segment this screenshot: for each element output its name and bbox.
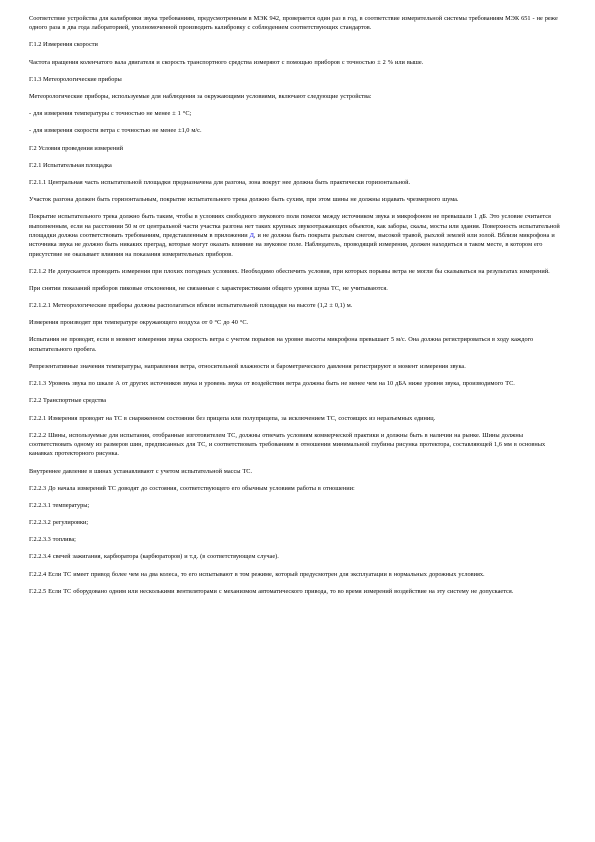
- section-heading: Г.2.1 Испытательная площадка: [29, 161, 112, 169]
- list-item: Г.2.2.3.4 свечей зажигания, карбюратора (карбюраторов) и т.д. (в соответствующем случае).: [29, 553, 279, 561]
- paragraph: Репрезентативные значения температуры, направления ветра, относительной влажности и барометрического давления регистрируют в момент измерения звука.: [29, 362, 466, 370]
- paragraph-text-before: Покрытие испытательного трека должно быть таким, чтобы в условиях свободного звукового поля помехи между источником звука и микрофоном не превышали 1 дБ. Это условие считается выполненным, если на расстоянии 50 м от центральной части участка разгона нет таких крупных звукоотражающих объектов, как заборы, скалы, мосты или здания. Поверхность испытательной площадки должна соответствовать требованиям, представленным в приложении: [29, 213, 560, 239]
- paragraph: Частота вращения коленчатого вала двигателя и скорость транспортного средства измеряют с помощью приборов с точностью ± 2 % или выше.: [29, 58, 424, 66]
- paragraph: Метеорологические приборы, используемые для наблюдения за окружающими условиями, включают следующие устройства:: [29, 93, 372, 101]
- paragraph: Измерения производят при температуре окружающего воздуха от 0 °С до 40 °С.: [29, 319, 249, 327]
- list-item: Г.2.2.3.2 регулировки;: [29, 519, 89, 527]
- paragraph: Г.2.1.2.1 Метеорологические приборы должны располагаться вблизи испытательной площадки на высоте (1,2 ± 0,1) м.: [29, 302, 353, 310]
- paragraph: Г.2.1.3 Уровень звука по шкале А от других источников звука и уровень звука от воздействия ветра должны быть не менее чем на 10 дБА ниже уровня звука, производимого ТС.: [29, 380, 515, 388]
- paragraph: Г.2.1.2 Не допускается проводить измерения при плохих погодных условиях. Необходимо обеспечить условия, при которых порывы ветра не могли бы сказываться на результатах измерений.: [29, 267, 550, 275]
- section-heading: Г.2.2 Транспортные средства: [29, 397, 107, 405]
- paragraph: Испытания не проводят, если в момент измерения звука скорость ветра с учетом порывов на уровне высоты микрофона превышает 5 м/с. Она должна регистрироваться в ходу каждого испытательного пробега.: [29, 336, 534, 353]
- list-item: - для измерения температуры с точностью не менее ± 1 °С;: [29, 110, 192, 118]
- list-item: - для измерения скорости ветра с точностью не менее ±1,0 м/с.: [29, 127, 202, 135]
- paragraph: Г.2.2.4 Если ТС имеет привод более чем на два колеса, то его испытывают в том режиме, который предусмотрен для эксплуатации в нормальных дорожных условиях.: [29, 570, 485, 578]
- paragraph: При снятии показаний приборов пиковые отклонения, не связанные с характеристиками общего уровня шума ТС, не учитываются.: [29, 284, 388, 292]
- list-item: Г.2.2.3.3 топлива;: [29, 536, 76, 544]
- paragraph-text-after: , и не должна быть покрыта рыхлым снегом, высокой травой, рыхлой землей или золой. Вблизи микрофона и источника звука не должно быть никаких преград, которые могут оказать влияние на звуковое поле. Наблюдатель, проводящий измерения, должен находиться в таком месте, в котором его присутствие не оказывает влияния на показания измерительных приборов.: [29, 231, 555, 258]
- list-item: Г.2.2.3.1 температуры;: [29, 501, 90, 509]
- section-heading: Г.2 Условия проведения измерений: [29, 144, 123, 152]
- paragraph-with-link: [29, 212, 568, 258]
- appendix-d-link[interactable]: Д: [249, 231, 254, 239]
- paragraph: Г.2.2.5 Если ТС оборудовано одним или несколькими вентиляторами с механизмом автоматического привода, то во время измерений воздействие на эту систему не допускается.: [29, 587, 514, 595]
- paragraph: Участок разгона должен быть горизонтальным, покрытие испытательного трека должно быть сухим, при этом шины не должны издавать чрезмерного шума.: [29, 196, 459, 204]
- paragraph: Г.2.2.3 До начала измерений ТС доводят до состояния, соответствующего его обычным условиям работы в отношении:: [29, 484, 355, 492]
- paragraph: Внутреннее давление в шинах устанавливают с учетом испытательной массы ТС.: [29, 467, 253, 475]
- paragraph: Г.2.2.2 Шины, используемые для испытания, отобранные изготовителем ТС, должны отвечать условиям коммерческой практики и должны быть в наличии на рынке. Шины должны соответствовать одному из размеров шин, предписанных для ТС, и соответствовать требованиям в отношении минимальной глубины рисунка протектора, составляющей 1,6 мм в основных канавках протекторного рисунка.: [29, 431, 546, 458]
- paragraph: Г.2.2.1 Измерения проводят на ТС в снаряженном состоянии без прицепа или полуприцепа, за исключением ТС, состоящих из неразъемных единиц.: [29, 414, 436, 422]
- paragraph: Соответствие устройства для калибровки звука требованиям, предусмотренным в МЭК 942, проверяется один раз в год, в соответствие измерительной системы требованиям МЭК 651 - не реже одного раза в два года лабораторией, уполномоченной производить калибровку с соблюдением соответствующих стандартов.: [29, 15, 558, 32]
- section-heading: Г.1.3 Метеорологические приборы: [29, 75, 122, 83]
- section-heading: Г.1.2 Измерения скорости: [29, 41, 98, 49]
- paragraph: Г.2.1.1 Центральная часть испытательной площадки предназначена для разгона, зона вокруг нее должна быть практически горизонтальной.: [29, 178, 411, 186]
